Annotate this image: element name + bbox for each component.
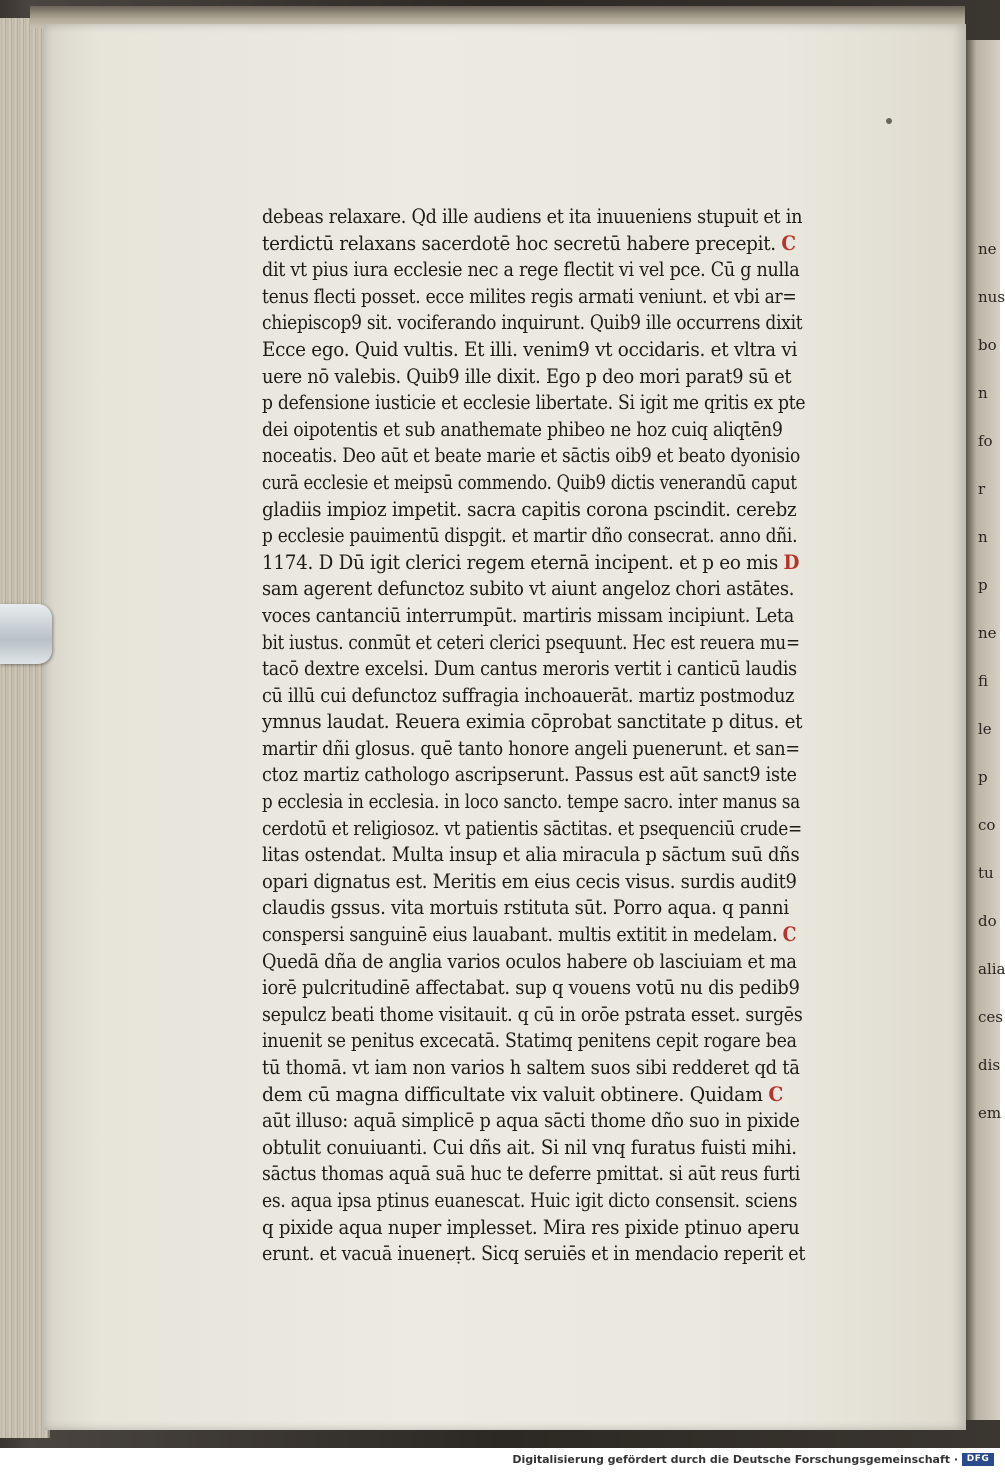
facing-page-fragment: fo [978,432,993,450]
text-line: tenus flecti posset. ecce milites regis armati veniunt. et vbi ar= [262,284,797,308]
text-line: sam agerent defunctoz subito vt aiunt angeloz chori astātes. [262,577,795,601]
text-line: p ecclesie pauimentū dispgit. et martir dño consecrat. anno dñi. [262,524,798,548]
text-line: sepulcz beati thome visitauit. q cū in orōe pstrata esset. surgēs [262,1002,803,1026]
facing-page-fragment: p [978,768,988,786]
facing-page-fragment: alia [978,960,1005,978]
text-line: tacō dextre excelsi. Dum cantus meroris vertit i canticū laudis [262,657,797,681]
text-line: opari dignatus est. Meritis em eius cecis visus. surdis audit9 [262,869,797,893]
text-line: 1174. D Dū igit clerici regem eternā incipent. et p eo mis D [262,550,800,574]
page-clip [0,604,52,664]
rubric-initial: C [782,923,797,947]
text-line: voces cantanciū interrumpūt. martiris missam incipiunt. Leta [262,603,794,627]
text-line: cerdotū et religiosoz. vt patientis sāctitas. et psequenciū crude= [262,816,802,840]
paper-spot [886,118,892,124]
dfg-logo: DFG [962,1453,994,1466]
text-line: ctoz martiz cathologo ascripserunt. Passus est aūt sanct9 iste [262,763,797,787]
facing-page-fragment: tu [978,864,994,882]
text-line: litas ostendat. Multa insup et alia miracula p sāctum suū dñs [262,843,800,867]
text-line: chiepiscop9 sit. vociferando inquirunt. Quib9 ille occurrens dixit [262,311,803,335]
rubric-initial: D [783,550,800,574]
text-line: dem cū magna difficultate vix valuit obtinere. Quidam C [262,1082,784,1106]
text-line: debeas relaxare. Qd ille audiens et ita inuueniens stupuit et in [262,205,803,228]
facing-page-fragment: p [978,576,988,594]
facing-page-fragment: co [978,816,996,834]
footer-credit: Digitalisierung gefördert durch die Deutsche Forschungsgemeinschaft · [512,1453,958,1466]
text-line: tū thomā. vt iam non varios h saltem suos sibi redderet qd tā [262,1056,800,1079]
text-line: noceatis. Deo aūt et beate marie et sāctis oib9 et beato dyonisio [262,444,800,468]
facing-page-fragment: fi [978,672,989,690]
text-line: terdictū relaxans sacerdotē hoc secretū habere precepit. C [262,231,796,255]
text-block [262,204,822,1268]
text-line: p ecclesia in ecclesia. in loco sancto. tempe sacro. inter manus sa [262,790,800,814]
text-line: iorē pulcritudinē affectabat. sup q vouens votū nu dis pedib9 [262,976,800,1000]
text-line: Ecce ego. Quid vultis. Et illi. venim9 vt occidaris. et vltra vi [262,337,798,361]
book-page-edges [0,18,50,1438]
facing-page-fragment: n [978,528,988,546]
text-line: aūt illuso: aquā simplicē p aqua sācti thome dño suo in pixide [262,1109,800,1133]
facing-page-fragment: bo [978,336,997,354]
text-line: sāctus thomas aquā suā huc te deferre pmittat. si aūt reus furti [262,1162,801,1186]
text-line: inuenit se penitus excecatā. Statimq penitens cepit rogare bea [262,1029,797,1053]
facing-page-fragment: nus [978,288,1005,306]
footer-banner [0,1448,1000,1472]
facing-page-fragment: dis [978,1056,1001,1074]
facing-page-fragment: r [978,480,986,498]
rubric-initial: C [781,231,796,255]
facing-page-fragment: le [978,720,992,738]
text-line: obtulit conuiuanti. Cui dñs ait. Si nil vnq furatus fuisti mihi. [262,1135,797,1159]
text-line: martir dñi glosus. quē tanto honore angeli puenerunt. et san= [262,736,800,760]
text-line: cū illū cui defunctoz suffragia inchoauerāt. martiz postmoduz [262,683,795,707]
text-line: claudis gssus. vita mortuis rstituta sūt. Porro aqua. q panni [262,896,789,920]
text-line: curā ecclesie et meipsū commendo. Quib9 dictis venerandū caput [262,470,797,494]
facing-page-fragment: ne [978,624,997,642]
text-line: ymnus laudat. Reuera eximia cōprobat sanctitate p ditus. et [262,710,803,734]
text-line: q pixide aqua nuper implesset. Mira res pixide ptinuo aperu [262,1215,800,1239]
text-line: conspersi sanguinē eius lauabant. multis extitit in medelam. C [262,923,797,947]
text-line: uere nō valebis. Quib9 ille dixit. Ego p deo mori parat9 sū et [262,364,792,388]
facing-page-fragment: ne [978,240,997,258]
facing-page [966,40,1005,1420]
text-line: bit iustus. conmūt et ceteri clerici psequunt. Hec est reuera mu= [262,630,800,654]
rubric-initial: C [768,1082,784,1106]
text-line: gladiis impioz impetit. sacra capitis corona pscindit. cerebz [262,497,797,521]
facing-page-fragment: n [978,384,988,402]
facing-page-fragment: ces [978,1008,1003,1026]
facing-page-fragment: do [978,912,997,930]
facing-page-fragment: em [978,1104,1002,1122]
text-line: dit vt pius iura ecclesie nec a rege flectit vi vel pce. Cū g nulla [262,258,800,282]
text-line: es. aqua ipsa ptinus euanescat. Huic igit dicto consensit. sciens [262,1188,798,1212]
text-line: p defensione iusticie et ecclesie libertate. Si igit me qritis ex pte [262,391,806,415]
text-line: Quedā dña de anglia varios oculos habere ob lasciuiam et ma [262,949,797,973]
text-line: erunt. et vacuā inueneṛt. Sicq seruiēs et in mendacio reperit et [262,1242,806,1266]
text-line: dei oipotentis et sub anathemate phibeo ne hoz cuiq aliqtēn9 [262,417,783,441]
